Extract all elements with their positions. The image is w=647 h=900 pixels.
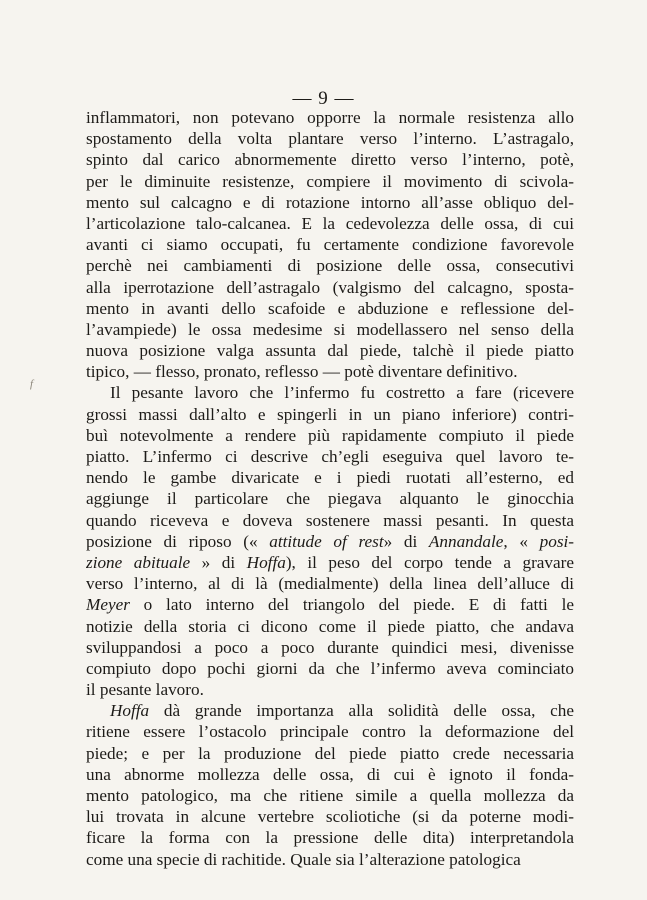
text-segment: » di (190, 552, 247, 572)
italic-text: posi- (539, 531, 574, 551)
text-line: sviluppandosi a poco a poco durante quindici mesi, divenisse (86, 637, 574, 657)
text-line: grossi massi dall’alto e spingerli in un piano inferiore) contri- (86, 404, 574, 424)
margin-annotation: f (30, 378, 34, 390)
text-line: inflammatori, non potevano opporre la normale resistenza allo (86, 108, 574, 127)
text-line: l’articolazione talo-calcanea. E la cedevolezza delle ossa, di cui (86, 213, 574, 233)
italic-text: attitude of rest (257, 531, 384, 551)
text-line: quando riceveva e doveva sostenere massi pesanti. In questa (86, 510, 574, 530)
text-line (86, 594, 574, 615)
text-line: alla iperrotazione dell’astragalo (valgismo del calcagno, sposta- (86, 277, 574, 297)
text-line: mento sul calcagno e di rotazione intorno all’asse obliquo del- (86, 192, 574, 212)
text-line: spinto dal carico abnormemente diretto verso l’interno, potè, (86, 150, 574, 170)
text-line (86, 552, 574, 573)
text-line: piede; e per la produzione del piede piatto crede necessaria (86, 743, 574, 763)
text-segment: , « (503, 531, 540, 551)
text-line: nuova posizione valga assunta dal piede, talchè il piede piatto (86, 341, 574, 361)
body-text (86, 107, 574, 870)
text-line (86, 531, 574, 552)
text-segment: dà grande importanza alla solidità delle ossa, che (149, 701, 574, 721)
text-line: mento in avanti dello scafoide e abduzione e reflessione del- (86, 298, 574, 318)
text-line: verso l’interno, al di là (medialmente) della linea dell’alluce di (86, 574, 574, 594)
text-line: ritiene essere l’ostacolo principale contro la deformazione del (86, 722, 574, 742)
text-segment: ), il peso del corpo tende a gravare (285, 552, 574, 572)
text-line: per le diminuite resistenze, compiere il movimento di scivola- (86, 171, 574, 191)
text-line: buì notevolmente a rendere più rapidamente compiuto il piede (86, 425, 574, 445)
italic-text: Annandale (428, 531, 504, 551)
text-line: come una specie di rachitide. Quale sia l’alterazione patologica (86, 849, 521, 869)
text-line: lui trovata in alcune vertebre scoliotiche (si da poterne modi- (86, 807, 574, 827)
text-line: piatto. L’infermo ci descrive ch’egli eseguiva quel lavoro te- (86, 447, 574, 466)
text-line: una abnorme mollezza delle ossa, di cui è ignoto il fonda- (86, 764, 574, 784)
page-number: — 9 — (292, 88, 355, 109)
text-segment: o lato interno del triangolo del piede. E di fatti le (129, 595, 574, 615)
text-line: l’avampiede) le ossa medesime si modellassero nel senso della (86, 319, 574, 339)
italic-text: Meyer (86, 595, 130, 615)
italic-text: Hoffa (246, 552, 286, 572)
text-line: Il pesante lavoro che l’infermo fu costretto a fare (ricevere (110, 383, 574, 403)
italic-text: Hoffa (110, 701, 150, 721)
text-line: notizie della storia ci dicono come il piede piatto, che andava (86, 616, 574, 636)
text-segment: » di (383, 531, 429, 551)
text-line: nendo le gambe divaricate e i piedi ruotati all’esterno, ed (86, 468, 574, 488)
text-line: aggiunge il particolare che piegava alquanto le ginocchia (86, 489, 574, 509)
text-segment: posizione di riposo (« (86, 531, 258, 551)
text-line: il pesante lavoro. (86, 680, 204, 700)
italic-text: zione abituale (86, 552, 191, 572)
text-line: compiuto dopo pochi giorni da che l’infermo aveva cominciato (86, 658, 574, 678)
text-line: spostamento della volta plantare verso l’interno. L’astragalo, (86, 129, 574, 149)
text-line: mento patologico, ma che ritiene simile a quella mollezza da (86, 786, 574, 805)
text-line (86, 700, 574, 721)
text-line: ficare la forma con la pressione delle dita) interpretandola (86, 828, 574, 848)
text-line: tipico, — flesso, pronato, reflesso — potè diventare definitivo. (86, 362, 518, 382)
text-line: perchè nei cambiamenti di posizione delle ossa, consecutivi (86, 256, 574, 276)
text-line: avanti ci siamo occupati, fu certamente condizione favorevole (86, 235, 574, 255)
